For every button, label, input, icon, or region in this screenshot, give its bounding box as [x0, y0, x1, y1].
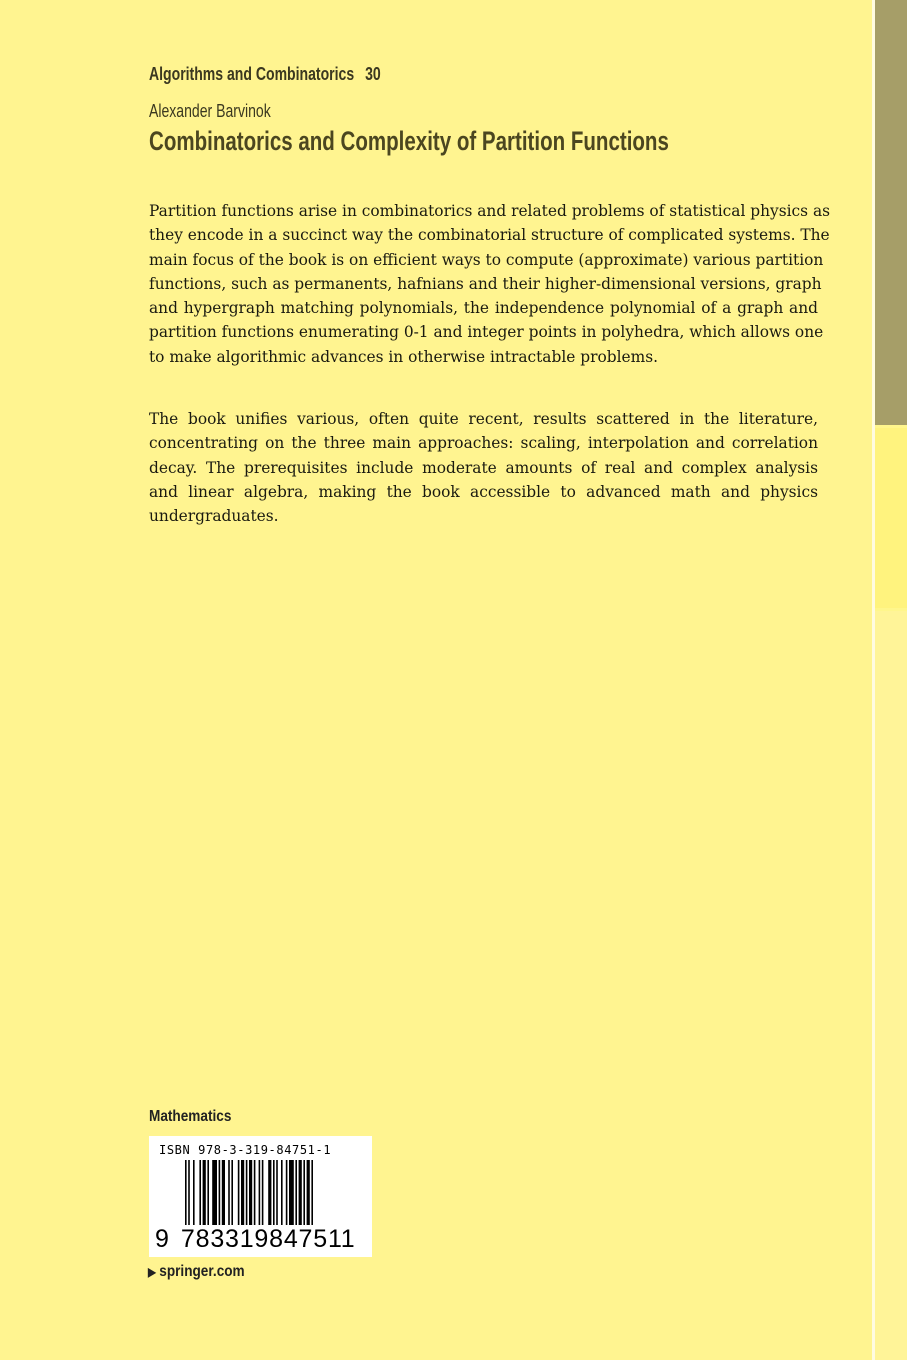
isbn-text: ISBN 978-3-319-84751-1 [159, 1143, 332, 1157]
barcode-bar [262, 1160, 264, 1230]
barcode-bar [295, 1160, 297, 1230]
barcode-bar [212, 1160, 217, 1230]
barcode-bar [299, 1160, 302, 1230]
blurb-line: functions, such as permanents, hafnians and their higher-dimensional versions, graph [149, 274, 822, 293]
barcode-bar [193, 1160, 195, 1230]
barcode-bar [268, 1160, 271, 1230]
barcode-bar [281, 1160, 283, 1230]
blurb-line: The book unifies various, often quite recent, results scattered in the literature, [149, 410, 818, 428]
book-title: Combinatorics and Complexity of Partition Functions [149, 126, 669, 156]
barcode-bar [276, 1160, 278, 1230]
blurb-line: Partition functions arise in combinatorics and related problems of statistical physics as [149, 202, 831, 220]
blurb-line: decay. The prerequisites include moderate amounts of real and complex analysis [149, 458, 818, 477]
barcode-bar [203, 1160, 206, 1230]
blurb-paragraph-2 [149, 407, 818, 528]
springer-link[interactable] [148, 1263, 245, 1281]
barcode-bar [289, 1160, 294, 1230]
blurb-line: main focus of the book is on efficient ways to compute (approximate) various partition [149, 250, 824, 269]
ean-first-digit: 9 [155, 1225, 169, 1253]
spine-stripe-yellow [875, 428, 907, 608]
barcode-bar [219, 1160, 221, 1230]
isbn-barcode [149, 1136, 372, 1257]
subject-label: Mathematics [149, 1108, 232, 1125]
barcode-bar [199, 1160, 201, 1230]
blurb-line: undergraduates. [149, 507, 279, 526]
ean-digits [155, 1225, 356, 1254]
barcode-bar [228, 1160, 230, 1230]
series-name: Algorithms and Combinatorics [149, 64, 355, 84]
series-title [149, 64, 381, 85]
barcode-bar [241, 1160, 244, 1230]
blurb-line: and linear algebra, making the book accessible to advanced math and physics [149, 482, 818, 501]
springer-link-label: springer.com [159, 1263, 245, 1280]
barcode-bar [286, 1160, 288, 1230]
blurb-line: to make algorithmic advances in otherwise intractable problems. [149, 347, 658, 366]
series-number: 30 [365, 64, 381, 84]
spine-stripe-light [875, 611, 907, 1360]
barcode-bar [273, 1160, 275, 1230]
triangle-right-icon: ▶ [148, 1265, 156, 1279]
barcode-bar [238, 1160, 240, 1230]
blurb-line: partition functions enumerating 0-1 and integer points in polyhedra, which allows one [149, 323, 824, 342]
barcode-bar [207, 1160, 209, 1230]
blurb-line: they encode in a succinct way the combinatorial structure of complicated systems. The [149, 226, 830, 245]
barcode-bar [259, 1160, 261, 1230]
blurb-paragraph-1 [149, 199, 831, 369]
blurb-line: concentrating on the three main approaches: scaling, interpolation and correlation [149, 434, 818, 453]
spine-stripe-dark [875, 0, 907, 425]
barcode-bar [303, 1160, 305, 1230]
ean-digits-rest: 783319847511 [180, 1225, 356, 1253]
barcode-bar [231, 1160, 233, 1230]
barcode-bar [222, 1160, 225, 1230]
barcode-bar [246, 1160, 248, 1230]
blurb-line: and hypergraph matching polynomials, the independence polynomial of a graph and [149, 299, 818, 318]
author: Alexander Barvinok [149, 101, 271, 121]
